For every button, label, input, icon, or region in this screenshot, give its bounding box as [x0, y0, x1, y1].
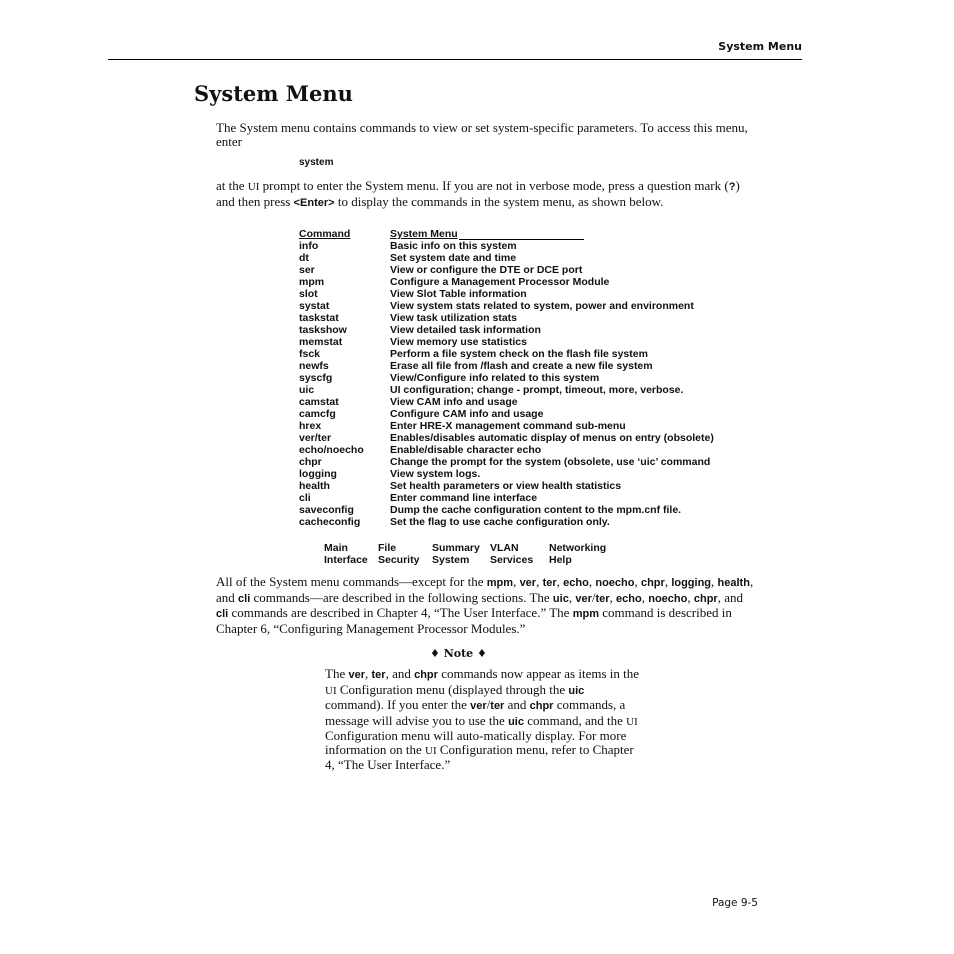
- command-name: ver/ter: [299, 432, 332, 444]
- command-name: newfs: [299, 360, 329, 372]
- command-description: Enable/disable character echo: [390, 444, 542, 456]
- command-description: View task utilization stats: [390, 312, 518, 324]
- command-name: logging: [299, 468, 337, 480]
- command-description: View system stats related to system, power and environment: [390, 300, 694, 312]
- command-name: slot: [299, 288, 318, 300]
- command-description: Set the flag to use cache configuration only.: [390, 516, 610, 528]
- command-name: cacheconfig: [299, 516, 361, 528]
- command-name: ser: [299, 264, 315, 276]
- command-description: Set system date and time: [390, 252, 517, 264]
- command-description: View detailed task information: [390, 324, 541, 336]
- command-name: taskshow: [299, 324, 347, 336]
- command-name: saveconfig: [299, 504, 354, 516]
- command-name: dt: [299, 252, 309, 264]
- command-description: Enter command line interface: [390, 492, 538, 504]
- command-name: memstat: [299, 336, 343, 348]
- command-name: camstat: [299, 396, 339, 408]
- header-command: Command: [299, 228, 351, 240]
- menu-grid-item: Main: [324, 542, 348, 554]
- note-body: The ver, ter, and chpr commands now appear as items in the UI Configuration menu (displayed through the uic command). If you enter the ver/ter and chpr commands, a message will advise you to use the uic command, and the UI Configuration menu will auto-matically display. For more information on the UI Configuration menu, refer to Chapter 4, “The User Interface.”: [325, 666, 640, 772]
- command-description: Dump the cache configuration content to the mpm.cnf file.: [390, 504, 682, 516]
- menu-grid-item: Summary: [432, 542, 480, 554]
- command-name: hrex: [299, 420, 322, 432]
- prompt-paragraph: at the UI prompt to enter the System menu. If you are not in verbose mode, press a question mark (?) and then press <Enter> to display the commands in the system menu, as shown below.: [216, 178, 740, 209]
- command-description: View/Configure info related to this system: [390, 372, 600, 384]
- command-example: system: [299, 157, 334, 168]
- menu-grid-item: System: [432, 554, 470, 566]
- command-description: Configure a Management Processor Module: [390, 276, 610, 288]
- command-name: taskstat: [299, 312, 339, 324]
- menu-grid-item: VLAN: [490, 542, 519, 554]
- command-description: Enables/disables automatic display of menus on entry (obsolete): [390, 432, 714, 444]
- header-rule: [108, 59, 802, 60]
- intro-paragraph: The System menu contains commands to view or set system-specific parameters. To access this menu, enter: [216, 120, 748, 149]
- command-name: camcfg: [299, 408, 336, 420]
- command-description: Configure CAM info and usage: [390, 408, 544, 420]
- command-name: cli: [299, 492, 311, 504]
- menu-grid-item: Security: [378, 554, 420, 566]
- page-number: Page 9-5: [712, 897, 758, 909]
- command-name: chpr: [299, 456, 322, 468]
- command-description: Perform a file system check on the flash file system: [390, 348, 648, 360]
- command-description: View CAM info and usage: [390, 396, 518, 408]
- menu-grid-item: Interface: [324, 554, 368, 566]
- description-paragraph: All of the System menu commands—except for the mpm, ver, ter, echo, noecho, chpr, logging, health, and cli commands—are described in the following sections. The uic, ver/ter, echo, noecho, chpr, and cli commands are described in Chapter 4, “The User Interface.” The mpm command is described in Chapter 6, “Configuring Management Processor Modules.”: [216, 574, 754, 636]
- command-description: Erase all file from /flash and create a new file system: [390, 360, 653, 372]
- command-name: info: [299, 240, 319, 252]
- command-description: View or configure the DTE or DCE port: [390, 264, 583, 276]
- page-title: System Menu: [194, 81, 353, 106]
- command-description: UI configuration; change - prompt, timeout, more, verbose.: [390, 384, 684, 396]
- menu-grid-item: Help: [549, 554, 572, 566]
- command-description: View memory use statistics: [390, 336, 527, 348]
- command-description: Set health parameters or view health statistics: [390, 480, 622, 492]
- menu-grid-item: File: [378, 542, 397, 554]
- note-heading: ♦ Note ♦: [430, 647, 487, 660]
- command-name: systat: [299, 300, 330, 312]
- command-name: health: [299, 480, 330, 492]
- command-description: Change the prompt for the system (obsolete, use ‘uic’ command: [390, 456, 711, 468]
- running-header: System Menu: [718, 40, 802, 53]
- command-description: View system logs.: [390, 468, 481, 480]
- command-name: uic: [299, 384, 315, 396]
- command-name: mpm: [299, 276, 325, 288]
- table-header-rule: [459, 239, 584, 240]
- command-description: Enter HRE-X management command sub-menu: [390, 420, 626, 432]
- header-system-menu: System Menu: [390, 228, 458, 240]
- menu-grid-item: Networking: [549, 542, 607, 554]
- command-name: fsck: [299, 348, 321, 360]
- command-description: View Slot Table information: [390, 288, 527, 300]
- command-description: Basic info on this system: [390, 240, 517, 252]
- menu-grid-item: Services: [490, 554, 534, 566]
- command-name: syscfg: [299, 372, 333, 384]
- command-name: echo/noecho: [299, 444, 364, 456]
